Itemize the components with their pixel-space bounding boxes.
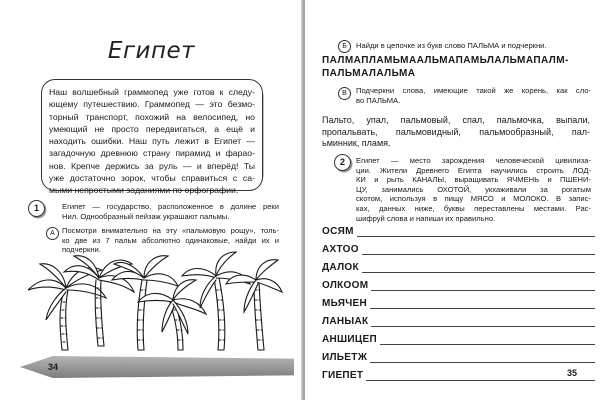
- letter-chain-line: ПАЛЬМАЛАЛЬМА: [322, 68, 416, 79]
- scrambled-word: ДАЛОК: [322, 262, 362, 273]
- taskV-line: во ПАЛЬМА.: [356, 95, 401, 105]
- task2-text: [356, 156, 591, 223]
- task2-line: ции. Жители Древнего Египта научились строить ЛОД-: [356, 165, 591, 175]
- answer-line: [322, 236, 595, 237]
- task2-line: КИ и рыть КАНАЛЫ, выращивать ЯЧМЕНЬ и ПШЕНИ-: [356, 175, 591, 185]
- task-number-badge: 2: [334, 154, 351, 171]
- taskA-line: ко две из 7 пальм абсолютно одинаковые, найди их и: [62, 235, 279, 245]
- scrambled-word: АНШИЦЕП: [322, 334, 380, 345]
- scrambled-word-row[interactable]: [322, 275, 595, 293]
- scrambled-word: ЛАНЫАК: [322, 316, 371, 327]
- task-letter-badge: А: [46, 227, 59, 240]
- taskB-line: Найди в цепочке из букв слово ПАЛЬМА и подчеркни.: [356, 41, 547, 50]
- task-number-badge: 1: [28, 200, 45, 217]
- scrambled-word-row[interactable]: [322, 329, 595, 347]
- task-letter-badge: Б: [338, 40, 351, 53]
- intro-line: мыми непростыми заданиями по орфографии.: [49, 185, 239, 196]
- intro-line: уже достаточно зорок, чтобы справиться с са-: [49, 173, 255, 184]
- page-number: 34: [48, 362, 59, 372]
- scrambled-word: ОСЯМ: [322, 226, 357, 237]
- answer-line: [322, 254, 595, 255]
- letter-chain-line: ПАЛМАПЛАМЬМААЛЬМАПАМЬЛАЛЬМАПАЛМ-: [322, 55, 569, 66]
- palm-grove-illustration: [22, 250, 284, 354]
- taskV-line: Подчеркни слова, имеющие такой же корень, как сло-: [356, 86, 591, 95]
- scrambled-word-row[interactable]: [322, 293, 595, 311]
- taskB-text: [356, 41, 591, 51]
- intro-line: умеющий не просто передвигаться, а ещё и: [49, 123, 255, 134]
- task1-text: [62, 202, 279, 221]
- intro-line: загадочную древнюю страну пирамид и фарао-: [49, 148, 255, 159]
- scrambled-word-row[interactable]: [322, 221, 595, 239]
- intro-line: находить ошибки. Наш путь лежит в Египет —: [49, 136, 255, 147]
- answer-line: [322, 272, 595, 273]
- intro-box: [41, 79, 263, 196]
- scrambled-word: ГИЕПЕТ: [322, 370, 366, 381]
- word-list-line: пропальвать, пальмовидный, пальмообразный, пал-: [322, 126, 590, 137]
- scrambled-word: АХТОО: [322, 244, 362, 255]
- intro-line: торный транспорт, похожий на велосипед, но: [49, 111, 255, 122]
- taskV-text: [356, 86, 591, 105]
- task2-line: шифруй слова и напиши их правильно.: [356, 213, 496, 223]
- right-page: [305, 0, 608, 400]
- page-title: Египет: [107, 38, 196, 64]
- scrambled-word: ОЛКООМ: [322, 280, 371, 291]
- scrambled-word: МЬЯЧЕН: [322, 298, 370, 309]
- word-list-line: ьминник, пламя.: [322, 138, 391, 148]
- scrambled-word-row[interactable]: [322, 257, 595, 275]
- palm-tree-icon: [112, 256, 178, 350]
- word-list-line: Пальто, упал, пальмовый, спал, пальмочка, выпали,: [322, 115, 590, 125]
- page-number: 35: [567, 368, 578, 378]
- task2-line: ЦУ, занимались ОХОТОЙ, укхаживали за рогатым: [356, 184, 591, 194]
- taskA-line: подчеркни.: [62, 245, 101, 255]
- task1-line: Нил. Однообразный пейзаж украшают пальмы.: [62, 211, 230, 221]
- page-footer-band: [20, 356, 294, 378]
- taskA-line: Посмотри внимательно на эту «пальмовую рощу», толь-: [62, 226, 279, 235]
- left-page: [0, 0, 303, 400]
- intro-line: ющему путешествию. Граммопед — это безмо-: [49, 99, 255, 110]
- task2-line: скотом, используя в пищу МЯСО и МОЛОКО. В запис-: [356, 194, 591, 204]
- word-list: [322, 115, 590, 150]
- intro-line: Наш волшебный граммопед уже готов к следу-: [49, 87, 255, 97]
- intro-line: нов. Крепче держись за руль — и вперёд! Ты: [49, 160, 255, 171]
- task2-line: Египет — место зарождения человеческой цивилиза-: [356, 156, 591, 165]
- palm-tree-icon: [138, 280, 206, 350]
- scrambled-word-row[interactable]: [322, 311, 595, 329]
- task2-line: ках, данных ниже, буквы переставлены местами. Рас-: [356, 203, 591, 213]
- scrambled-word-row[interactable]: [322, 239, 595, 257]
- task-letter-badge: В: [338, 87, 351, 100]
- scrambled-word: ИЛЬЕТЖ: [322, 352, 370, 363]
- task1-line: Египет — государство, расположенное в долине реки: [62, 202, 279, 211]
